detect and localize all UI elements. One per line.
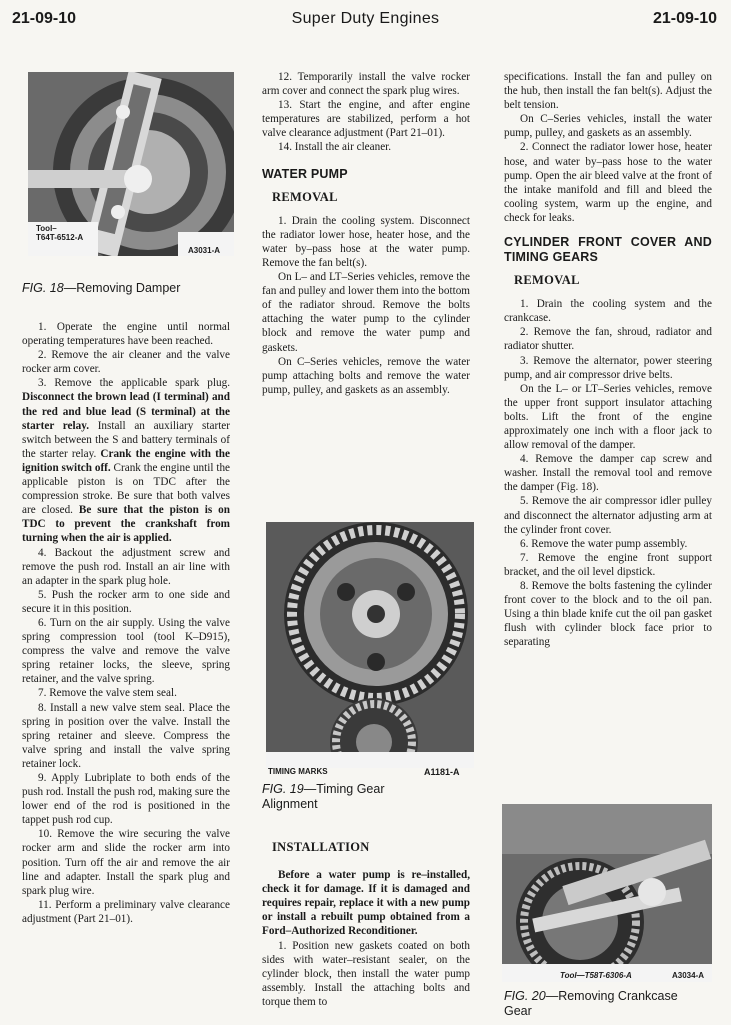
installation-warning-text: Before a water pump is re–installed, check it for damage. If it is damaged and requires repair, replace it with a new pump or install a rebuilt pump obtained from a Ford–Authorized Reconditioner. xyxy=(262,869,470,938)
step-11: 11. Perform a preliminary valve clearance adjustment (Part 21–01). xyxy=(22,898,230,925)
subsection-water-pump-installation: INSTALLATION xyxy=(272,840,370,854)
figure-20-caption-number: FIG. 20 xyxy=(504,989,546,1003)
figure-18-tool-label-line1: Tool– xyxy=(36,224,57,233)
section-water-pump: WATER PUMP xyxy=(262,166,348,181)
cylinder-removal-5: 5. Remove the air compressor idler pulley and disconnect the alternator adjusting arm at the cylinder front cover. xyxy=(504,495,712,536)
figure-18-caption-number: FIG. 18 xyxy=(22,281,64,295)
page-title: Super Duty Engines xyxy=(291,10,440,27)
column-1 xyxy=(22,320,230,926)
step-5: 5. Push the rocker arm to one side and secure it in this position. xyxy=(22,588,230,615)
page-number-right: 21-09-10 xyxy=(652,10,717,27)
step-1: 1. Operate the engine until normal operating temperatures have been reached. xyxy=(22,321,230,348)
figure-20-tool-label: Tool—T58T-6306-A xyxy=(560,971,632,980)
installation-warning xyxy=(262,868,470,938)
installation-c-series: On C–Series vehicles, install the water pump, pulley, and gaskets as an assembly. xyxy=(504,113,712,140)
step-3-text-a: 3. Remove the applicable spark plug. xyxy=(38,377,230,390)
step-9: 9. Apply Lubriplate to both ends of the push rod. Install the push rod, making sure the lower end of the rod is positioned in the tappet push rod cup. xyxy=(22,772,230,827)
step-3 xyxy=(22,376,230,545)
water-pump-removal-1: 1. Drain the cooling system. Disconnect the radiator lower hose, heater hose, and the water by–pass hose at the water pump. Remove the fan belt(s). xyxy=(262,214,470,269)
figure-20-code: A3034-A xyxy=(672,971,705,980)
step-2: 2. Remove the air cleaner and the valve rocker arm cover. xyxy=(22,349,230,376)
step-8: 8. Install a new valve stem seal. Place the spring in position over the valve. Install the spring retainer and sleeve. Compress the valve spring and install the valve spring retainer lock. xyxy=(22,701,230,770)
step-7: 7. Remove the valve stem seal. xyxy=(38,687,177,700)
figure-19-caption-number: FIG. 19 xyxy=(262,782,304,796)
timing-gear-illustration xyxy=(266,522,474,768)
figure-18-tool-label-line2: T64T-6512-A xyxy=(36,233,84,242)
figure-19-timing-marks-label: TIMING MARKS xyxy=(268,767,328,776)
step-13: 13. Start the engine, and after engine temperatures are stabilized, perform a hot valve clearance adjustment (Part 21–01). xyxy=(262,99,470,140)
step-4: 4. Backout the adjustment screw and remove the push rod. Install an air line with an adapter in the spark plug hole. xyxy=(22,546,230,587)
step-6: 6. Turn on the air supply. Using the valve spring compression tool (tool K–D915), compress the valve and remove the valve spring retainer locks, the sleeve, spring retainer, and the valve spring. xyxy=(22,616,230,686)
section-cylinder-front-cover: CYLINDER FRONT COVER AND TIMING GEARS xyxy=(504,235,712,265)
figure-19-caption-text: —Timing Gear xyxy=(303,782,385,796)
cylinder-removal-1: 1. Drain the cooling system and the crankcase. xyxy=(504,298,712,325)
water-pump-removal-3: On C–Series vehicles, remove the water pump attaching bolts and remove the water pump, pulley, and gaskets as an assembly. xyxy=(262,355,470,396)
installation-step-1: 1. Position new gaskets coated on both sides with water–resistant sealer, on the cylinder block, then install the water pump assembly. Install the attaching bolts and torque them to xyxy=(262,939,470,1008)
figure-18-caption-text: —Removing Damper xyxy=(63,281,181,295)
page-number-left: 21-09-10 xyxy=(12,10,77,27)
cylinder-removal-4: 4. Remove the damper cap screw and washer. Install the removal tool and remove the damper (Fig. 18). xyxy=(504,453,712,494)
step-3-text-b: Install an auxiliary starter switch between the S and battery terminals of the starter relay. xyxy=(22,419,231,460)
figure-19-image xyxy=(266,522,474,768)
subsection-water-pump-removal: REMOVAL xyxy=(272,189,338,204)
figure-20-caption-text-2: Gear xyxy=(504,1004,532,1018)
crankcase-gear-removal-illustration xyxy=(502,804,712,982)
cylinder-removal-8: 8. Remove the bolts fastening the cylinder front cover to the block and to the oil pan. Using a thin blade knife cut the oil pan gasket flush with cylinder block face prior to separating xyxy=(504,580,712,649)
installation-step-1-continued: specifications. Install the fan and pulley on the hub, then install the fan belt(s). Adjust the belt tension. xyxy=(504,71,712,112)
figure-18-caption xyxy=(22,281,180,296)
cylinder-removal-7: 7. Remove the engine front support bracket, and the oil level dipstick. xyxy=(504,551,712,578)
cylinder-removal-3: 3. Remove the alternator, power steering pump, and air compressor drive belts. xyxy=(504,354,712,381)
installation-step-2: 2. Connect the radiator lower hose, heater hose, and water by–pass hose to the water pump. Open the air bleed valve at the front of the intake manifold and fill and bleed the cooling system, warm up the engine, and check for leaks. xyxy=(504,141,712,224)
step-3-text-c: Crank the engine until the applicable piston is on TDC after the compression stroke. Be sure that both valves are closed. xyxy=(22,461,230,517)
figure-19-code: A1181-A xyxy=(424,767,460,777)
step-10: 10. Remove the wire securing the valve rocker arm and slide the rocker arm into position. Turn off the air and remove the air line and adapter. Install the spark plug and spark plug wire. xyxy=(22,828,230,897)
column-2 xyxy=(262,70,470,397)
step-3-warning-3: Be sure that the piston is on TDC to prevent the crankshaft from turning when the air is applied. xyxy=(22,504,230,545)
cylinder-removal-2: 2. Remove the fan, shroud, radiator and radiator shutter. xyxy=(504,326,712,353)
subsection-cylinder-removal: REMOVAL xyxy=(514,273,580,288)
step-14: 14. Install the air cleaner. xyxy=(278,141,392,154)
cylinder-removal-3b: On the L– or LT–Series vehicles, remove the upper front support insulator attaching bolts. Lift the front of the engine approximately one inch with a floor jack to allow removal of the damper. xyxy=(504,382,712,452)
water-pump-removal-2: On L– and LT–Series vehicles, remove the fan and pulley and lower them into the bottom of the radiator shroud. Remove the bolts attaching the water pump to the cylinder block and remove the water pump and gaskets. xyxy=(262,271,470,354)
figure-19-caption xyxy=(262,782,472,812)
figure-20-image xyxy=(502,804,712,982)
figure-20-caption xyxy=(504,989,714,1019)
figure-18-code: A3031-A xyxy=(188,246,221,255)
step-3-warning-1: Disconnect the brown lead (I terminal) and the red and blue lead (S terminal) at the starter relay. xyxy=(22,391,230,432)
figure-18-tool-label xyxy=(34,224,85,242)
column-3 xyxy=(504,70,712,649)
step-12: 12. Temporarily install the valve rocker arm cover and connect the spark plug wires. xyxy=(262,71,470,98)
cylinder-removal-6: 6. Remove the water pump assembly. xyxy=(520,537,688,550)
column-2-installation xyxy=(262,834,470,1009)
figure-19-caption-text-2: Alignment xyxy=(262,797,318,811)
figure-20-caption-text: —Removing Crankcase xyxy=(545,989,678,1003)
step-3-warning-2: Crank the engine with the ignition switch off. xyxy=(22,447,230,474)
